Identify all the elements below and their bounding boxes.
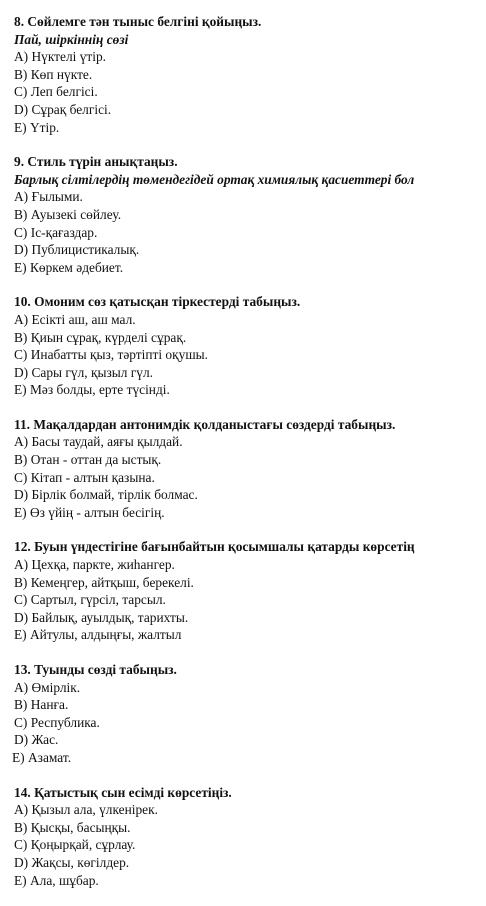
- option-b: B) Қиын сұрақ, күрделі сұрақ.: [14, 329, 187, 345]
- option-a: A) Цехқа, паркте, жиһангер.: [14, 557, 175, 573]
- option-d: D) Сұрақ белгісі.: [14, 101, 112, 117]
- option-c: C) Сартыл, гүрсіл, тарсыл.: [14, 592, 166, 608]
- question-title: 13. Туынды сөзді табыңыз.: [14, 662, 177, 677]
- option-c: C) Қоңырқай, сұрлау.: [14, 837, 136, 853]
- option-c: C) Леп белгісі.: [14, 84, 98, 100]
- question-14: [14, 784, 486, 890]
- question-title: 8. Сөйлемге тән тыныс белгіні қойыңыз.: [14, 14, 262, 29]
- question-13: [14, 661, 486, 767]
- option-d: D) Сары гүл, қызыл гүл.: [14, 364, 153, 380]
- option-b: B) Кемеңгер, айтқыш, берекелі.: [14, 574, 194, 590]
- option-e: E) Ала, шұбар.: [14, 872, 99, 888]
- option-e: E) Үтір.: [14, 119, 60, 135]
- question-title: 11. Мақалдардан антонимдік қолданыстағы сөздерді табыңыз.: [14, 416, 396, 432]
- option-d: D) Бірлік болмай, тірлік болмас.: [14, 487, 198, 503]
- question-title: 10. Омоним сөз қатысқан тіркестерді табыңыз.: [14, 294, 301, 310]
- option-e: E) Айтулы, алдыңғы, жалтыл: [14, 627, 182, 643]
- option-a: A) Ғылыми.: [14, 189, 83, 205]
- question-9: [14, 153, 486, 276]
- question-title: 9. Стиль түрін анықтаңыз.: [14, 154, 178, 170]
- option-e: E) Көркем әдебиет.: [14, 259, 124, 275]
- option-d: D) Жақсы, көгілдер.: [14, 854, 130, 870]
- option-a: A) Қызыл ала, үлкенірек.: [14, 802, 158, 818]
- option-d: D) Публицистикалық.: [14, 242, 140, 258]
- option-b: B) Нанға.: [14, 697, 69, 713]
- option-a: A) Есікті аш, аш мал.: [14, 311, 136, 327]
- option-e: E) Мәз болды, ерте түсінді.: [14, 382, 170, 398]
- option-b: B) Көп нүкте.: [14, 66, 93, 82]
- option-c: C) Республика.: [14, 714, 100, 730]
- option-b: B) Ауызекі сөйлеу.: [14, 206, 122, 222]
- test-page: [14, 13, 486, 906]
- question-prompt: Барлық сілтілердің төмендегідей ортақ химиялық қасиеттері бол: [14, 171, 415, 187]
- question-title: 14. Қатыстық сын есімді көрсетіңіз.: [14, 784, 232, 800]
- option-c: C) Іс-қағаздар.: [14, 224, 98, 240]
- option-b: B) Қысқы, басыңқы.: [14, 819, 131, 835]
- option-b: B) Отан - оттан да ыстық.: [14, 452, 162, 468]
- question-10: [14, 293, 486, 399]
- question-8: [14, 13, 486, 136]
- question-title: 12. Буын үндестігіне бағынбайтын қосымшалы қатарды көрсетің: [14, 539, 415, 555]
- question-11: [14, 416, 486, 522]
- option-e: E) Азамат.: [12, 749, 72, 765]
- option-c: C) Кітап - алтын қазына.: [14, 469, 155, 485]
- question-12: [14, 538, 486, 644]
- option-d: D) Байлық, ауылдық, тарихты.: [14, 609, 189, 625]
- option-a: A) Басы таудай, аяғы қылдай.: [14, 434, 183, 450]
- option-c: C) Инабатты қыз, тәртіпті оқушы.: [14, 347, 208, 363]
- option-d: D) Жас.: [14, 732, 59, 748]
- question-prompt: Пай, шіркіннің сөзі: [14, 31, 129, 47]
- option-a: A) Өмірлік.: [14, 679, 81, 695]
- option-a: A) Нүктелі үтір.: [14, 49, 107, 65]
- option-e: E) Өз үйің - алтын бесігің.: [14, 504, 165, 520]
